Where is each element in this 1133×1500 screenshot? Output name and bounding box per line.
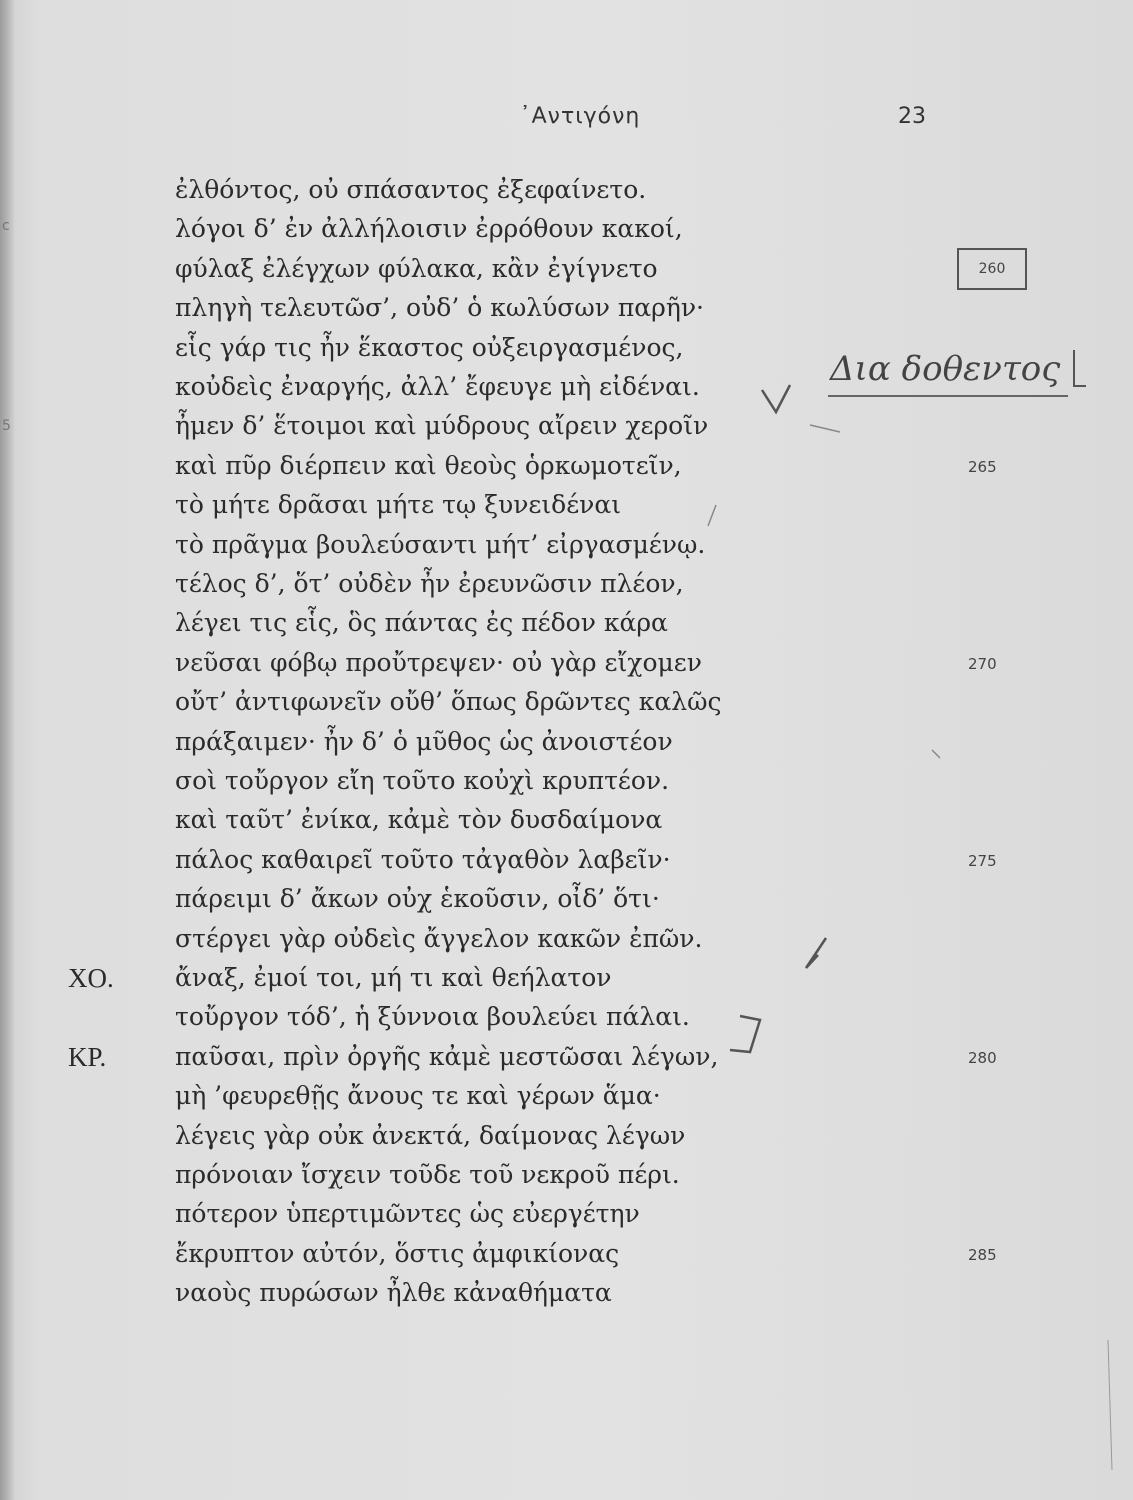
verse-line: τοὔργον τόδ’, ἡ ξύννοια βουλεύει πάλαι. — [175, 1002, 690, 1031]
verse-line: ἦμεν δ’ ἕτοιμοι καὶ μύδρους αἴρειν χεροῖν — [175, 411, 709, 440]
line-number: 270 — [968, 655, 997, 673]
line-number: 275 — [968, 852, 997, 870]
verse-line: τέλος δ’, ὅτ’ οὐδὲν ἦν ἐρευνῶσιν πλέον, — [175, 569, 684, 598]
verse-line: παῦσαι, πρὶν ὀργῆς κἀμὲ μεστῶσαι λέγων, — [175, 1042, 719, 1071]
verse-line: σοὶ τοὔργον εἴη τοῦτο κοὐχὶ κρυπτέον. — [175, 766, 670, 795]
handwritten-annotation — [828, 332, 1090, 402]
line-number: 280 — [968, 1049, 997, 1067]
edge-mark: 5 — [2, 418, 11, 434]
verse-line: ἐλθόντος, οὐ σπάσαντος ἐξεφαίνετο. — [175, 175, 647, 204]
handwritten-note: Δια δοθεντος — [830, 349, 1061, 389]
verse-line: ἄναξ, ἐμοί τοι, μή τι καὶ θεήλατον — [175, 963, 612, 992]
line-number: 265 — [968, 458, 997, 476]
verse-line: ἔκρυπτον αὐτόν, ὅστις ἀμφικίονας — [175, 1239, 620, 1268]
verse-line: πάρειμι δ’ ἄκων οὐχ ἑκοῦσιν, οἶδ’ ὅτι· — [175, 884, 660, 913]
verse-line: νεῦσαι φόβῳ προὔτρεψεν· οὐ γὰρ εἴχομεν — [175, 648, 702, 677]
verse-line: πρόνοιαν ἴσχειν τοῦδε τοῦ νεκροῦ πέρι. — [175, 1160, 680, 1189]
verse-line: μὴ ’φευρεθῇς ἄνους τε καὶ γέρων ἅμα· — [175, 1081, 661, 1110]
verse-line: πράξαιμεν· ἦν δ’ ὁ μῦθος ὡς ἀνοιστέον — [175, 727, 673, 756]
running-head: ᾿Αντιγόνη — [519, 104, 641, 129]
verse-line: στέργει γὰρ οὐδεὶς ἄγγελον κακῶν ἐπῶν. — [175, 924, 703, 953]
verse-line: οὔτ’ ἀντιφωνεῖν οὔθ’ ὅπως δρῶντες καλῶς — [175, 687, 722, 716]
verse-line: λέγει τις εἷς, ὃς πάντας ἐς πέδον κάρα — [175, 608, 668, 637]
speaker-label: ΚΡ. — [68, 1042, 107, 1072]
verse-line: τὸ πρᾶγμα βουλεύσαντι μήτ’ εἰργασμένῳ. — [175, 530, 706, 559]
verse-line: καὶ ταῦτ’ ἐνίκα, κἀμὲ τὸν δυσδαίμονα — [175, 805, 663, 834]
verse-line: λόγοι δ’ ἐν ἀλλήλοισιν ἐρρόθουν κακοί, — [175, 214, 683, 243]
verse-line: φύλαξ ἐλέγχων φύλακα, κἂν ἐγίγνετο — [175, 254, 658, 283]
verse-line: πληγὴ τελευτῶσ’, οὐδ’ ὁ κωλύσων παρῆν· — [175, 293, 704, 322]
verse-line: τὸ μήτε δρᾶσαι μήτε τῳ ξυνειδέναι — [175, 490, 622, 519]
verse-line: λέγεις γὰρ οὐκ ἀνεκτά, δαίμονας λέγων — [175, 1121, 686, 1150]
verse-line: πάλος καθαιρεῖ τοῦτο τἀγαθὸν λαβεῖν· — [175, 845, 671, 874]
boxed-line-number: 260 — [957, 248, 1027, 290]
verse-line: εἷς γάρ τις ἦν ἕκαστος οὐξειργασμένος, — [175, 333, 684, 362]
page-number: 23 — [898, 104, 926, 129]
verse-line: κοὐδεὶς ἐναργής, ἀλλ’ ἔφευγε μὴ εἰδέναι. — [175, 372, 700, 401]
verse-line: ναοὺς πυρώσων ἦλθε κἀναθήματα — [175, 1278, 612, 1307]
line-number: 285 — [968, 1246, 997, 1264]
verse-line: πότερον ὑπερτιμῶντες ὡς εὐεργέτην — [175, 1199, 640, 1228]
speaker-label: ΧΟ. — [68, 963, 114, 993]
verse-line: καὶ πῦρ διέρπειν καὶ θεοὺς ὁρκωμοτεῖν, — [175, 451, 682, 480]
edge-mark: c — [2, 218, 10, 234]
